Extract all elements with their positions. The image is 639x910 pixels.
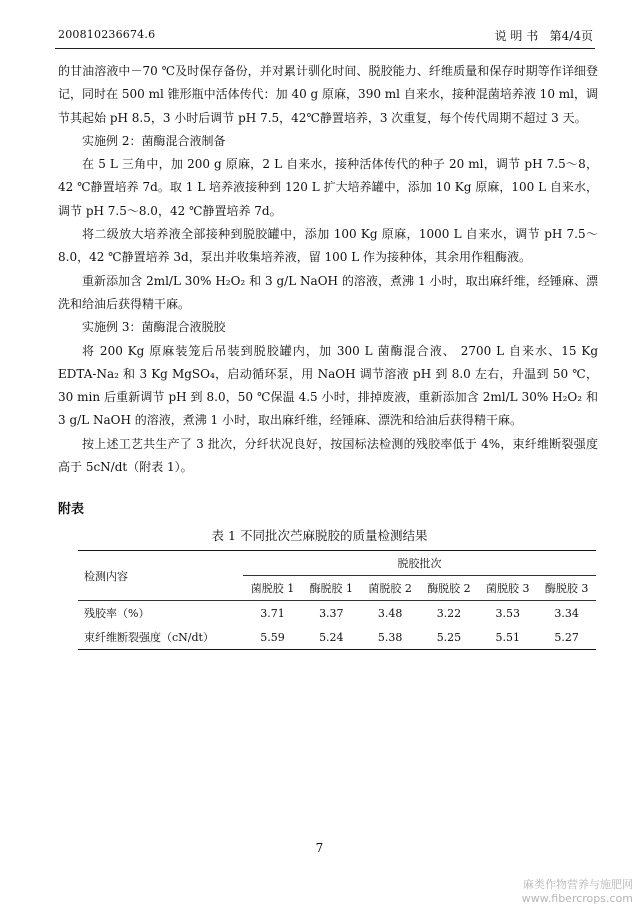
table-cell: 3.48: [361, 601, 420, 626]
table-cell: 3.53: [478, 601, 537, 626]
row-label: 束纤维断裂强度（cN/dt）: [78, 625, 243, 650]
page-number: 7: [315, 841, 324, 855]
column-header: 酶脱胶 2: [427, 582, 471, 595]
watermark-site-name: 麻类作物营养与施肥网: [523, 878, 633, 891]
paragraph: 按上述工艺共生产了 3 批次，分纤状况良好，按国标法检测的残胶率低于 4%，束纤维断裂强度高于 5cN/dt（附表 1）。: [58, 436, 598, 475]
table-cell: 5.38: [361, 625, 420, 650]
table-header-row: [78, 551, 596, 576]
column-header: 酶脱胶 3: [544, 582, 589, 595]
document-type: 说 明 书: [494, 29, 539, 43]
table-row: [78, 601, 596, 626]
table-cell: 5.24: [302, 625, 361, 650]
section-heading-example-2: 实施例 2：菌酶混合液制备: [82, 133, 226, 148]
table-cell: 3.37: [302, 601, 361, 626]
table-cell: 3.71: [243, 601, 302, 626]
paragraph: 在 5 L 三角中，加 200 g 原麻，2 L 自来水，接种活体传代的种子 20 ml，调节 pH 7.5～8，42 ℃静置培养 7d。取 1 L 培养液接种到 120 L 扩大培养罐中，添加 10 Kg 原麻，100 L 自来水，调节 pH 7.5～8.0，42 ℃静置培养 7d。: [58, 157, 598, 218]
page-header-right: [495, 27, 593, 44]
paragraph-continuation: 的甘油溶液中－70 ℃及时保存备份，并对累计驯化时间、脱胶能力、纤维质量和保存时期等作详细登记，同时在 500 ml 锥形瓶中活体传代：加 40 g 原麻，390 ml 自来水，接种混菌培养液 10 ml，调节其起始 pH 8.5，3 小时后调节 pH 7.5，42℃静置培养，3 次重复，每个传代周期不超过 3 天。: [58, 64, 598, 125]
column-header: 菌脱胶 3: [486, 582, 530, 595]
table-cell: 5.25: [420, 625, 479, 650]
table-title: 表 1 不同批次苎麻脱胶的质量检测结果: [211, 528, 428, 543]
column-header: 菌脱胶 2: [368, 582, 412, 595]
document-body: [58, 60, 598, 479]
table-cell: 3.34: [537, 601, 596, 626]
table-cell: 5.51: [478, 625, 537, 650]
table-cell: 3.22: [420, 601, 479, 626]
row-header-cell: 检测内容: [78, 551, 243, 601]
section-heading-example-3: 实施例 3：菌酶混合液脱胶: [82, 320, 226, 335]
paragraph: 重新添加含 2ml/L 30% H₂O₂ 和 3 g/L NaOH 的溶液，煮沸 1 小时，取出麻纤维，经锤麻、漂洗和给油后获得精干麻。: [58, 273, 598, 311]
watermark: [522, 878, 633, 906]
column-header: 酶脱胶 1: [309, 582, 354, 595]
table-row: [78, 625, 596, 650]
table-cell: 5.59: [243, 625, 302, 650]
watermark-url: www.fibercrops.com: [521, 892, 633, 905]
column-header: 菌脱胶 1: [250, 582, 295, 595]
table-cell: 5.27: [537, 625, 596, 650]
results-table: [78, 550, 596, 650]
header-divider: [55, 48, 595, 49]
appendix-heading: 附表: [58, 502, 85, 517]
paragraph: 将二级放大培养液全部接种到脱胶罐中，添加 100 Kg 原麻，1000 L 自来水，调节 pH 7.5～8.0，42 ℃静置培养 3d，泵出并收集培养液，留 100 L 作为接种体，其余用作粗酶液。: [58, 227, 598, 265]
paragraph: 将 200 Kg 原麻装笼后吊装到脱胶罐内，加 300 L 菌酶混合液、 2700 L 自来水、15 Kg EDTA-Na₂ 和 3 Kg MgSO₄，启动循环泵，用 NaOH 调节溶液 pH 到 8.0 左右，升温到 50 ℃，30 min 后重新调节 pH 到 8.0，50 ℃保温 4.5 小时，排掉废液，重新添加含 2ml/L 30% H₂O₂ 和 3 g/L NaOH 的溶液，煮沸 1 小时，取出麻纤维，经锤麻、漂洗和给油后获得精干麻。: [58, 343, 598, 428]
group-header-cell: 脱胶批次: [243, 551, 596, 576]
patent-number: 200810236674.6: [58, 28, 156, 41]
page-indicator: 第4/4页: [549, 29, 593, 43]
row-label: 残胶率（%）: [78, 601, 243, 626]
